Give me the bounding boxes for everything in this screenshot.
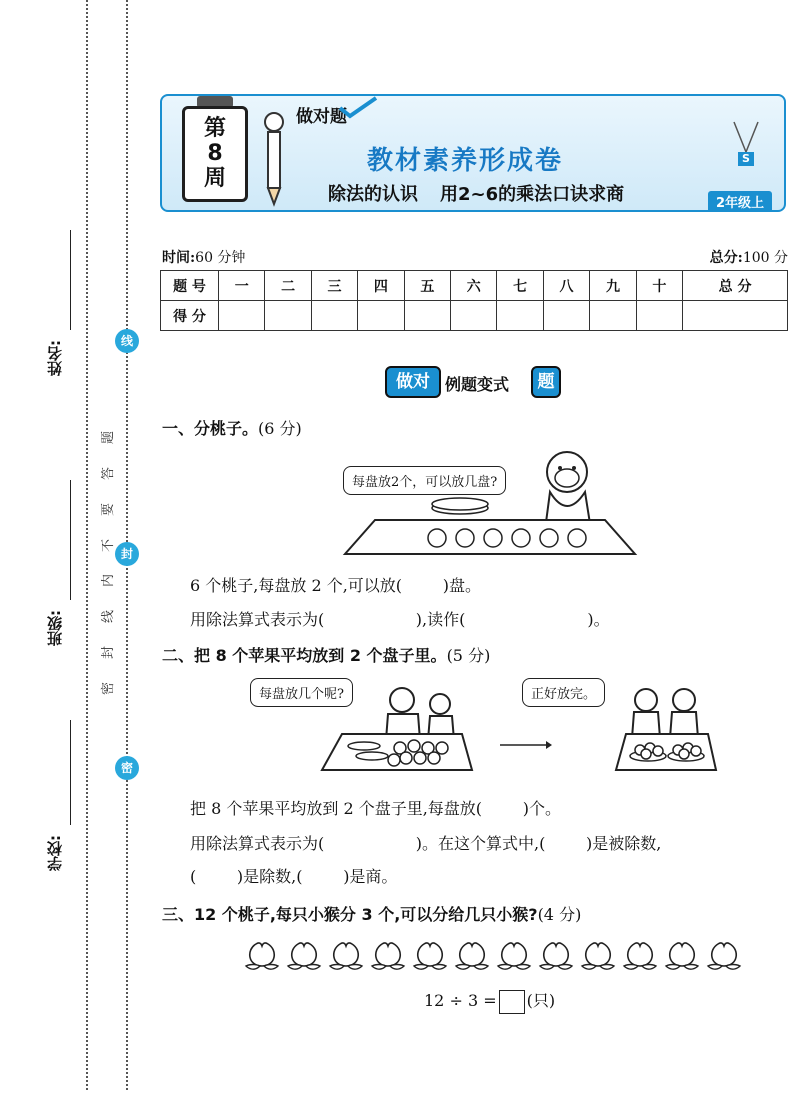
table-cell: 七: [497, 271, 543, 301]
question-2-text: 二、把 8 个苹果平均放到 2 个盘子里。: [162, 646, 447, 665]
name-field[interactable]: [44, 230, 84, 380]
section-banner-left: 做对: [385, 366, 441, 398]
badge-string-icon: [732, 122, 760, 154]
question-1-title: [162, 416, 302, 439]
peach-icon: [540, 943, 572, 969]
apple-icon: [388, 740, 448, 766]
question-3-points: (4 分): [537, 905, 582, 924]
class-field[interactable]: [44, 480, 84, 680]
peach-icon: [666, 943, 698, 969]
q1-speech-bubble: 每盘放2个，可以放几盘?: [343, 466, 506, 495]
q2-line-2[interactable]: 用除法算式表示为( )。在这个算式中,( )是被除数,: [190, 834, 662, 853]
section-banner-middle: 例题变式: [445, 375, 510, 394]
question-3-title: [162, 902, 581, 925]
warning-char: 要: [101, 502, 117, 516]
question-1-text: 一、分桃子。: [162, 419, 259, 438]
paper-subtitle: [328, 180, 646, 206]
name-write-line[interactable]: [70, 230, 71, 330]
week-number: 8: [207, 141, 223, 166]
peach-icon: [456, 943, 488, 969]
seal-seal-marker: 封: [115, 542, 139, 566]
table-cell: 二: [265, 271, 311, 301]
score-label: 总分:: [709, 250, 743, 266]
score-table-header-row: [161, 271, 788, 301]
peach-icon: [288, 943, 320, 969]
children-apples-after-illustration: [612, 684, 722, 774]
score-input-cell[interactable]: [683, 301, 788, 331]
pencil-mascot-icon: [256, 110, 292, 206]
table-cell: 五: [404, 271, 450, 301]
name-label: 姓名:: [46, 340, 64, 376]
brand-name: 做对题: [296, 107, 347, 127]
do-not-answer-warning: [92, 428, 122, 698]
score-value: 100 分: [742, 250, 788, 266]
children-apples-before-illustration: [322, 684, 472, 774]
class-write-line[interactable]: [70, 480, 71, 600]
q3-equation-text: 12 ÷ 3 =: [424, 991, 497, 1010]
table-cell: 得 分: [161, 301, 219, 331]
topic-1: 除法的认识: [328, 184, 418, 205]
seal-line-marker: 线: [115, 329, 139, 353]
score-input-cell[interactable]: [265, 301, 311, 331]
header-banner: [160, 94, 786, 212]
week-prefix: 第: [203, 116, 226, 141]
peach-icon: [708, 943, 740, 969]
section-banner: [385, 366, 561, 400]
peach-icon: [330, 943, 362, 969]
score-input-cell[interactable]: [358, 301, 404, 331]
score-table-score-row: [161, 301, 788, 331]
q1-line-2[interactable]: 用除法算式表示为( ),读作( )。: [190, 610, 610, 629]
school-write-line[interactable]: [70, 720, 71, 825]
score-input-cell[interactable]: [636, 301, 682, 331]
score-input-cell[interactable]: [451, 301, 497, 331]
score-info: [710, 247, 788, 267]
week-suffix: 周: [203, 166, 226, 191]
peach-row: [240, 934, 770, 970]
table-cell: 题 号: [161, 271, 219, 301]
grade-tag: 2年级上: [708, 191, 772, 212]
q2-speech-bubble-left: 每盘放几个呢?: [250, 678, 353, 707]
table-cell: 总 分: [683, 271, 788, 301]
peach-icon: [582, 943, 614, 969]
peach-icon: [624, 943, 656, 969]
question-2-points: (5 分): [446, 646, 491, 665]
table-cell: 六: [451, 271, 497, 301]
peach-icon: [246, 943, 278, 969]
score-input-cell[interactable]: [219, 301, 265, 331]
warning-char: 不: [101, 538, 117, 552]
time-info: [162, 247, 245, 267]
table-cell: 八: [543, 271, 589, 301]
question-2-title: [162, 643, 490, 666]
time-label: 时间:: [162, 250, 196, 266]
class-label: 班级:: [46, 610, 64, 646]
week-card: [182, 106, 248, 202]
q2-line-1[interactable]: 把 8 个苹果平均放到 2 个盘子里,每盘放( )个。: [190, 799, 561, 818]
peach-icon: [414, 943, 446, 969]
score-input-cell[interactable]: [497, 301, 543, 331]
warning-char: 封: [101, 646, 117, 660]
score-input-cell[interactable]: [590, 301, 636, 331]
score-table: [160, 270, 788, 331]
score-input-cell[interactable]: [311, 301, 357, 331]
topic-2: 用2~6的乘法口诀求商: [440, 184, 625, 205]
score-input-cell[interactable]: [404, 301, 450, 331]
table-cell: 九: [590, 271, 636, 301]
table-cell: 四: [358, 271, 404, 301]
warning-char: 题: [101, 430, 117, 445]
table-cell: 三: [311, 271, 357, 301]
peach-icon: [498, 943, 530, 969]
question-1-points: (6 分): [258, 419, 302, 438]
q2-speech-bubble-right: 正好放完。: [522, 678, 605, 707]
table-cell: 十: [636, 271, 682, 301]
q3-unit: (只): [526, 991, 556, 1010]
checkmark-icon: [338, 96, 378, 118]
seal-secret-marker: 密: [115, 756, 139, 780]
time-value: 60 分钟: [195, 250, 246, 266]
q3-answer-box[interactable]: [499, 990, 525, 1014]
arrow-right-icon: [500, 740, 552, 750]
paper-title: 教材素养形成卷: [367, 146, 564, 176]
warning-char: 内: [101, 574, 117, 588]
q2-line-3[interactable]: ( )是除数,( )是商。: [190, 867, 398, 886]
section-banner-right: 题: [531, 366, 561, 398]
warning-char: 线: [101, 610, 117, 624]
peach-icon: [372, 943, 404, 969]
question-3-text: 三、12 个桃子,每只小猴分 3 个,可以分给几只小猴?: [162, 905, 538, 924]
school-label: 学校:: [46, 835, 64, 871]
score-input-cell[interactable]: [543, 301, 589, 331]
warning-char: 密: [101, 681, 117, 695]
table-cell: 一: [219, 271, 265, 301]
monkey-peaches-illustration: [345, 450, 635, 560]
version-badge: S: [738, 152, 754, 166]
q3-equation: [424, 988, 555, 1014]
school-field[interactable]: [44, 720, 84, 880]
warning-char: 答: [101, 466, 117, 480]
cut-line-outer: [86, 0, 88, 1090]
q1-line-1[interactable]: 6 个桃子,每盘放 2 个,可以放( )盘。: [190, 576, 481, 595]
